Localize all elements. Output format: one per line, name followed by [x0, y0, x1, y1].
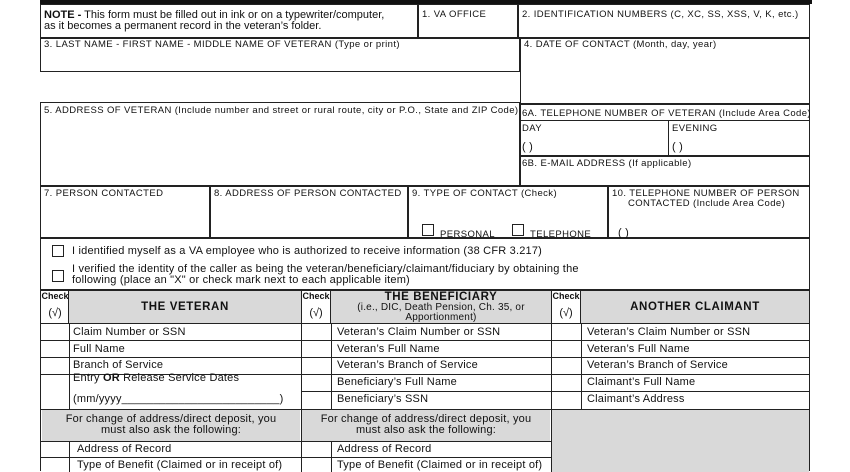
beneficiary-change-line-1: For change of address/direct deposit, you	[320, 413, 532, 425]
note-bold: NOTE -	[44, 9, 82, 21]
email-label: 6B. E-MAIL ADDRESS (If applicable)	[522, 158, 692, 169]
telephone-label: TELEPHONE	[530, 229, 592, 240]
person-telephone-label-1: 10. TELEPHONE NUMBER OF PERSON	[612, 188, 800, 199]
veteran-change-benefit: Type of Benefit (Claimed or in receipt of)	[77, 459, 283, 471]
note-line-1: This form must be filled out in ink or on a typewriter/computer,	[81, 9, 385, 21]
beneficiary-row-line	[301, 357, 551, 358]
person-contacted-label: 7. PERSON CONTACTED	[44, 188, 164, 199]
beneficiary-change-line-2: must also ask the following:	[355, 424, 497, 436]
telephone-day-evening-divider	[668, 120, 669, 156]
veteran-check-divider	[69, 323, 70, 409]
beneficiary-item-ssn: Beneficiary’s SSN	[337, 393, 429, 405]
beneficiary-item-name: Beneficiary’s Full Name	[337, 376, 457, 388]
veteran-item-branch: Branch of Service	[73, 359, 164, 371]
person-telephone-input[interactable]: ( )	[618, 227, 629, 239]
telephone-divider	[520, 120, 810, 121]
claimant-item-address: Claimant’s Address	[587, 393, 685, 405]
identified-text: I identified myself as a VA employee who is authorized to receive information (38 CFR 3.217)	[72, 245, 543, 257]
identified-checkbox[interactable]	[52, 245, 64, 257]
veteran-item-claim-number: Claim Number or SSN	[73, 326, 186, 338]
claimant-row-line	[551, 391, 809, 392]
veteran-address-label: 5. ADDRESS OF VETERAN (Include number and street or rural route, city or P.O., State and ZIP Code)	[44, 105, 519, 116]
claimant-row-line	[551, 374, 809, 375]
veteran-right-border	[301, 323, 302, 472]
veteran-item-full-name: Full Name	[73, 343, 125, 355]
veteran-item-date-format: (mm/yyyy_________________________)	[73, 393, 284, 405]
claimant-check-label: Check	[552, 291, 580, 301]
claimant-item-branch: Veteran’s Branch of Service	[587, 359, 728, 371]
beneficiary-column-title: THE BENEFICIARY	[384, 291, 498, 303]
change-header-line	[41, 441, 551, 442]
beneficiary-item-claim-number: Veteran’s Claim Number or SSN	[337, 326, 501, 338]
person-telephone-label-2: CONTACTED (Include Area Code)	[628, 198, 786, 209]
veteran-change-check-divider	[69, 441, 70, 472]
personal-checkbox[interactable]	[422, 224, 434, 236]
claimant-column-title: ANOTHER CLAIMANT	[630, 301, 760, 313]
address-person-contacted-label: 8. ADDRESS OF PERSON CONTACTED	[214, 188, 402, 199]
beneficiary-check-mark: (√)	[309, 307, 323, 319]
claimant-item-claim-number: Veteran’s Claim Number or SSN	[587, 326, 751, 338]
verified-text	[72, 264, 579, 286]
claimant-check-mark: (√)	[559, 307, 573, 319]
telephone-checkbox[interactable]	[512, 224, 524, 236]
person-telephone-label	[612, 189, 800, 209]
day-label: DAY	[522, 123, 543, 134]
beneficiary-item-branch: Veteran’s Branch of Service	[337, 359, 478, 371]
va-office-label: 1. VA OFFICE	[422, 9, 487, 20]
verified-line-1: I verified the identity of the caller as being the veteran/beneficiary/claimant/fiduciary by obtaining the	[72, 263, 579, 275]
veteran-name-label: 3. LAST NAME - FIRST NAME - MIDDLE NAME OF VETERAN (Type or print)	[44, 39, 400, 50]
date-of-contact-label: 4. DATE OF CONTACT (Month, day, year)	[524, 39, 717, 50]
veteran-change-line-1: For change of address/direct deposit, you	[65, 413, 277, 425]
veteran-check-mark: (√)	[48, 307, 62, 319]
evening-phone-input[interactable]: ( )	[672, 141, 683, 153]
beneficiary-row-line	[301, 391, 551, 392]
beneficiary-row-line	[301, 374, 551, 375]
evening-label: EVENING	[672, 123, 718, 134]
day-phone-input[interactable]: ( )	[522, 141, 533, 153]
veteran-check-label: Check	[41, 291, 69, 301]
claimant-change-area	[552, 410, 809, 472]
veteran-row-line	[41, 340, 301, 341]
verified-checkbox[interactable]	[52, 270, 64, 282]
beneficiary-change-address: Address of Record	[337, 443, 432, 455]
beneficiary-change-check-divider	[331, 441, 332, 472]
veteran-item-service-dates: Entry OR Release Service Dates	[73, 372, 240, 384]
claimant-item-name: Claimant’s Full Name	[587, 376, 696, 388]
claimant-item-full-name: Veteran’s Full Name	[587, 343, 690, 355]
beneficiary-subtitle-2: Apportionment)	[405, 312, 477, 323]
veteran-change-address: Address of Record	[77, 443, 172, 455]
veteran-change-line-2: must also ask the following:	[100, 424, 242, 436]
claimant-row-line	[551, 357, 809, 358]
claimant-row-line	[551, 340, 809, 341]
identity-table	[40, 290, 810, 471]
verified-line-2: following (place an "X" or check mark next to each applicable item)	[72, 274, 410, 286]
beneficiary-subtitle-1: (i.e., DIC, Death Pension, Ch. 35, or	[357, 302, 525, 313]
identification-numbers-label: 2. IDENTIFICATION NUMBERS (C, XC, SS, XSS, V, K, etc.)	[522, 9, 799, 20]
note-line-2: as it becomes a permanent record in the veteran’s folder.	[44, 20, 322, 32]
beneficiary-check-divider	[331, 323, 332, 409]
header-bottom-line	[41, 323, 809, 324]
type-of-contact-label: 9. TYPE OF CONTACT (Check)	[412, 188, 558, 199]
claimant-check-divider	[581, 323, 582, 409]
veteran-column-title: THE VETERAN	[141, 301, 229, 313]
personal-label: PERSONAL	[440, 229, 495, 240]
beneficiary-change-benefit: Type of Benefit (Claimed or in receipt of)	[337, 459, 543, 471]
veteran-row-line	[41, 357, 301, 358]
note-text	[44, 10, 384, 32]
beneficiary-row-line	[301, 340, 551, 341]
beneficiary-item-full-name: Veteran’s Full Name	[337, 343, 440, 355]
change-row-line	[41, 457, 551, 458]
beneficiary-check-label: Check	[302, 291, 330, 301]
veteran-telephone-label: 6A. TELEPHONE NUMBER OF VETERAN (Include Area Code)	[522, 108, 811, 119]
